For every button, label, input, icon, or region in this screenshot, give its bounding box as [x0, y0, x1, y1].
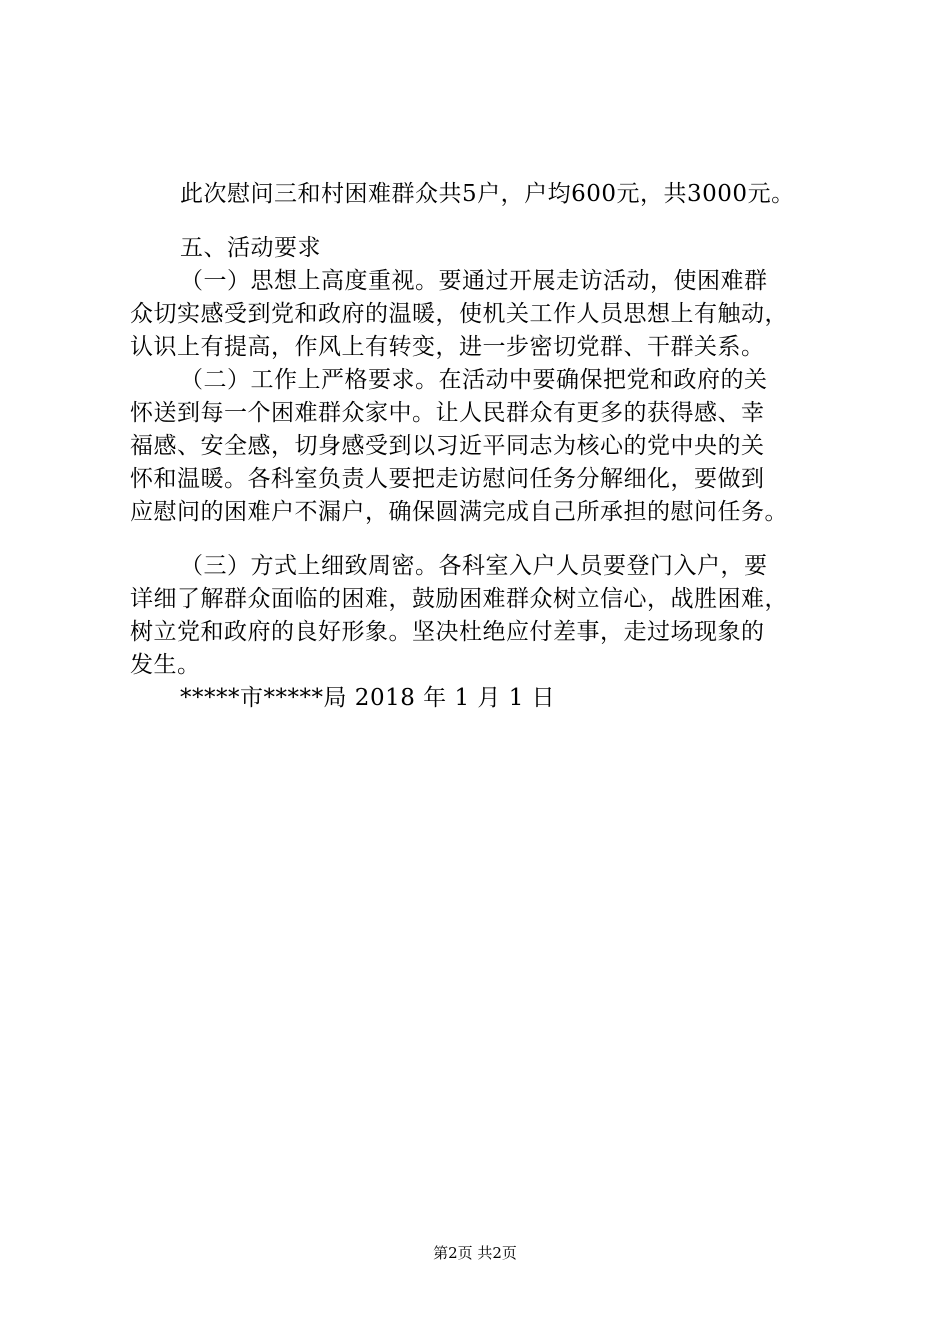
requirement-1-line-3: 认识上有提高，作风上有转变，进一步密切党群、干群关系。 — [130, 334, 765, 360]
page-number-footer: 第2页 共2页 — [433, 1244, 517, 1262]
requirement-2-line-1: （二）工作上严格要求。在活动中要确保把党和政府的关 — [180, 367, 768, 393]
requirement-3-line-3: 树立党和政府的良好形象。坚决杜绝应付差事，走过场现象的 — [130, 619, 765, 645]
requirement-2-line-2: 怀送到每一个困难群众家中。让人民群众有更多的获得感、幸 — [130, 400, 765, 426]
requirement-3-line-1: （三）方式上细致周密。各科室入户人员要登门入户，要 — [180, 553, 768, 579]
requirement-2-line-5: 应慰问的困难户不漏户，确保圆满完成自己所承担的慰问任务。 — [130, 499, 788, 525]
requirement-3-line-2: 详细了解群众面临的困难，鼓励困难群众树立信心，战胜困难， — [130, 586, 788, 612]
paragraph-amount: 此次慰问三和村困难群众共5户，户均600元，共3000元。 — [180, 181, 795, 207]
requirement-1-line-2: 众切实感受到党和政府的温暖，使机关工作人员思想上有触动， — [130, 301, 788, 327]
requirement-2-line-4: 怀和温暖。各科室负责人要把走访慰问任务分解细化，要做到 — [130, 466, 765, 492]
requirement-2-line-3: 福感、安全感，切身感受到以习近平同志为核心的党中央的关 — [130, 433, 765, 459]
signature-date: *****市*****局 2018 年 1 月 1 日 — [180, 685, 556, 711]
section-heading: 五、活动要求 — [180, 235, 321, 261]
requirement-1-line-1: （一）思想上高度重视。要通过开展走访活动，使困难群 — [180, 268, 768, 294]
requirement-3-line-4: 发生。 — [130, 652, 201, 678]
